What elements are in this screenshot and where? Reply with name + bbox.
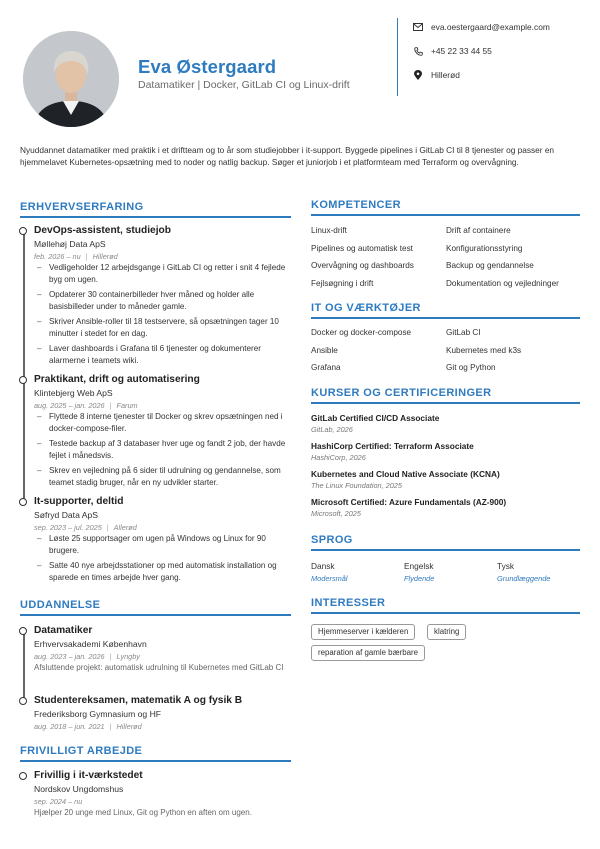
volunteer-title: Frivillig i it-værkstedet — [34, 770, 143, 781]
cert-name: Kubernetes and Cloud Native Associate (KCNA) — [311, 469, 500, 479]
list-item: – Løste 25 supportsager om ugen på Windows og Linux for 90 brugere. — [37, 533, 292, 558]
job-title: Praktikant, drift og automatisering — [34, 374, 200, 385]
cert-issuer: Microsoft, 2025 — [311, 509, 361, 518]
job-period: sep. 2023 – jul. 2025 — [34, 523, 102, 532]
language-level: Grundlæggende — [497, 574, 551, 583]
section-title-education: UDDANNELSE — [20, 599, 101, 611]
cert-issuer: The Linux Foundation, 2025 — [311, 481, 402, 490]
profile-summary: Nyuddannet datamatiker med praktik i et driftteam og to år som studiejobber i it-support. Byggede pipelines i GitLab CI til 8 tjenester og passer en hjemmelavet Kubernetes-opsætning med to noder og natlig backup. Søger et juniorjob i et platformteam med Terraform og overvågning. — [20, 145, 555, 168]
language-item — [497, 561, 550, 583]
education-title: Studentereksamen, matematik A og fysik B — [34, 695, 243, 706]
cert-issuer: GitLab, 2026 — [311, 425, 353, 434]
tool-item: GitLab CI — [446, 328, 481, 337]
section-rule — [311, 549, 580, 551]
job-company: Søfryd Data ApS — [34, 510, 99, 520]
phone-icon — [413, 46, 423, 56]
contact-location — [413, 70, 460, 80]
cert-name: HashiCorp Certified: Terraform Associate — [311, 441, 474, 451]
section-title-skills: KOMPETENCER — [311, 199, 401, 211]
education-description: Afsluttende projekt: automatisk udrulning til Kubernetes med GitLab CI — [34, 663, 284, 672]
education-period: aug. 2018 – jun. 2021 — [34, 722, 105, 731]
education-school: Erhvervsakademi København — [34, 639, 147, 649]
contact-email[interactable] — [413, 22, 550, 32]
section-rule — [20, 760, 291, 762]
list-item: – Opdaterer 30 containerbilleder hver måned og holder alle basisbilleder under to måneder gamle. — [37, 289, 292, 314]
headline: Datamatiker | Docker, GitLab CI og Linux-drift — [138, 79, 350, 91]
language-item — [311, 561, 348, 583]
tool-item: Grafana — [311, 363, 341, 372]
timeline-dot — [19, 376, 27, 384]
section-rule — [20, 614, 291, 616]
education-place: Hillerød — [116, 722, 142, 731]
section-title-languages: SPROG — [311, 534, 353, 546]
job-meta: aug. 2025 – jan. 2026 | Farum — [34, 401, 138, 410]
contact-phone[interactable] — [413, 46, 492, 56]
tool-item: Git og Python — [446, 363, 496, 372]
cert-item — [311, 469, 581, 490]
avatar — [23, 31, 119, 127]
cert-item — [311, 497, 581, 518]
timeline-line — [23, 632, 25, 698]
mail-icon — [413, 22, 423, 32]
education-title: Datamatiker — [34, 625, 93, 636]
job-title: DevOps-assistent, studiejob — [34, 225, 171, 236]
tool-item: Ansible — [311, 345, 338, 355]
timeline-dot — [19, 498, 27, 506]
timeline-line — [23, 232, 25, 502]
education-place: Lyngby — [116, 652, 140, 661]
section-rule — [311, 317, 580, 319]
list-item: – Laver dashboards i Grafana til 6 tjenester og dokumenterer alarmerne i teamets wiki. — [37, 343, 292, 368]
contact-location-text: Hillerød — [431, 70, 460, 80]
list-item: – Skrev en vejledning på 6 sider til udrulning og gendannelse, som teamet stadig bruger, når en ny udvikler starter. — [37, 465, 292, 490]
job-bullets — [37, 411, 292, 492]
cert-name: Microsoft Certified: Azure Fundamentals (AZ-900) — [311, 497, 507, 507]
timeline-dot — [19, 772, 27, 780]
cert-item — [311, 413, 581, 434]
section-rule — [311, 214, 580, 216]
section-title-interests: INTERESSER — [311, 597, 386, 609]
list-item: – Testede backup af 3 databaser hver uge og fandt 2 job, der havde fejlet i månedsvis. — [37, 438, 292, 463]
job-bullets — [37, 533, 292, 587]
skill-item: Backup og gendannelse — [446, 261, 534, 270]
skill-item: Pipelines og automatisk test — [311, 243, 413, 253]
section-title-tools: IT OG VÆRKTØJER — [311, 302, 421, 314]
job-place: Allerød — [113, 523, 137, 532]
job-company: Møllehøj Data ApS — [34, 239, 106, 249]
timeline-dot — [19, 227, 27, 235]
cert-item — [311, 441, 581, 462]
job-place: Hillerød — [92, 252, 118, 261]
skill-item: Konfigurationsstyring — [446, 243, 523, 253]
job-period: aug. 2025 – jan. 2026 — [34, 401, 105, 410]
volunteer-description: Hjælper 20 unge med Linux, Git og Python en aften om ugen. — [34, 808, 252, 817]
education-period: aug. 2023 – jan. 2026 — [34, 652, 105, 661]
education-meta: aug. 2018 – jun. 2021 | Hillerød — [34, 722, 142, 731]
job-bullets — [37, 262, 292, 370]
language-level: Flydende — [404, 574, 435, 583]
tools-grid — [311, 328, 581, 381]
header-divider — [397, 18, 398, 96]
skill-item: Overvågning og dashboards — [311, 261, 414, 270]
job-company: Klintebjerg Web ApS — [34, 388, 113, 398]
language-name: Dansk — [311, 561, 335, 571]
interest-tag: klatring — [427, 624, 466, 640]
section-title-certifications: KURSER OG CERTIFICERINGER — [311, 387, 492, 399]
contact-phone-text: +45 22 33 44 55 — [431, 46, 492, 56]
skill-item: Drift af containere — [446, 226, 511, 235]
person-name: Eva Østergaard — [138, 56, 277, 77]
language-item — [404, 561, 434, 583]
list-item: – Flyttede 8 interne tjenester til Docker og skrev opsætningen ned i docker-compose-filer. — [37, 411, 292, 436]
skill-item: Linux-drift — [311, 226, 347, 235]
section-title-experience: ERHVERVSERFARING — [20, 201, 144, 213]
job-place: Farum — [116, 401, 138, 410]
education-school: Frederiksborg Gymnasium og HF — [34, 709, 162, 719]
contact-email-text: eva.oestergaard@example.com — [431, 22, 550, 32]
skill-item: Fejlsøgning i drift — [311, 278, 374, 288]
section-rule — [311, 402, 580, 404]
skills-grid — [311, 226, 581, 296]
job-period: feb. 2026 – nu — [34, 252, 81, 261]
timeline-dot — [19, 697, 27, 705]
list-item: – Skriver Ansible-roller til 18 testservere, så opsætningen tager 10 minutter i stedet for en dag. — [37, 316, 292, 341]
language-name: Tysk — [497, 561, 515, 571]
cert-name: GitLab Certified CI/CD Associate — [311, 413, 440, 423]
volunteer-period: sep. 2024 – nu — [34, 797, 83, 806]
cert-issuer: HashiCorp, 2026 — [311, 453, 366, 462]
interest-tag: reparation af gamle bærbare — [311, 645, 425, 661]
volunteer-org: Nordskov Ungdomshus — [34, 784, 124, 794]
section-title-volunteer: FRIVILLIGT ARBEJDE — [20, 745, 143, 757]
language-name: Engelsk — [404, 561, 434, 571]
language-level: Modersmål — [311, 574, 348, 583]
location-pin-icon — [413, 70, 423, 80]
interest-tag: Hjemmeserver i kælderen — [311, 624, 415, 640]
job-meta: feb. 2026 – nu | Hillerød — [34, 252, 118, 261]
timeline-dot — [19, 627, 27, 635]
section-rule — [311, 612, 580, 614]
skill-item: Dokumentation og vejledninger — [446, 278, 559, 288]
job-meta: sep. 2023 – jul. 2025 | Allerød — [34, 523, 137, 532]
list-item: – Satte 40 nye arbejdsstationer op med automatisk installation og sparede en times arbejde hver gang. — [37, 560, 292, 585]
tool-item: Kubernetes med k3s — [446, 345, 522, 355]
list-item: – Vedligeholder 12 arbejdsgange i GitLab CI og retter i snit 4 fejlede byg om ugen. — [37, 262, 292, 287]
education-meta: aug. 2023 – jan. 2026 | Lyngby — [34, 652, 140, 661]
job-title: It-supporter, deltid — [34, 496, 124, 507]
tool-item: Docker og docker-compose — [311, 328, 412, 337]
section-rule — [20, 216, 291, 218]
